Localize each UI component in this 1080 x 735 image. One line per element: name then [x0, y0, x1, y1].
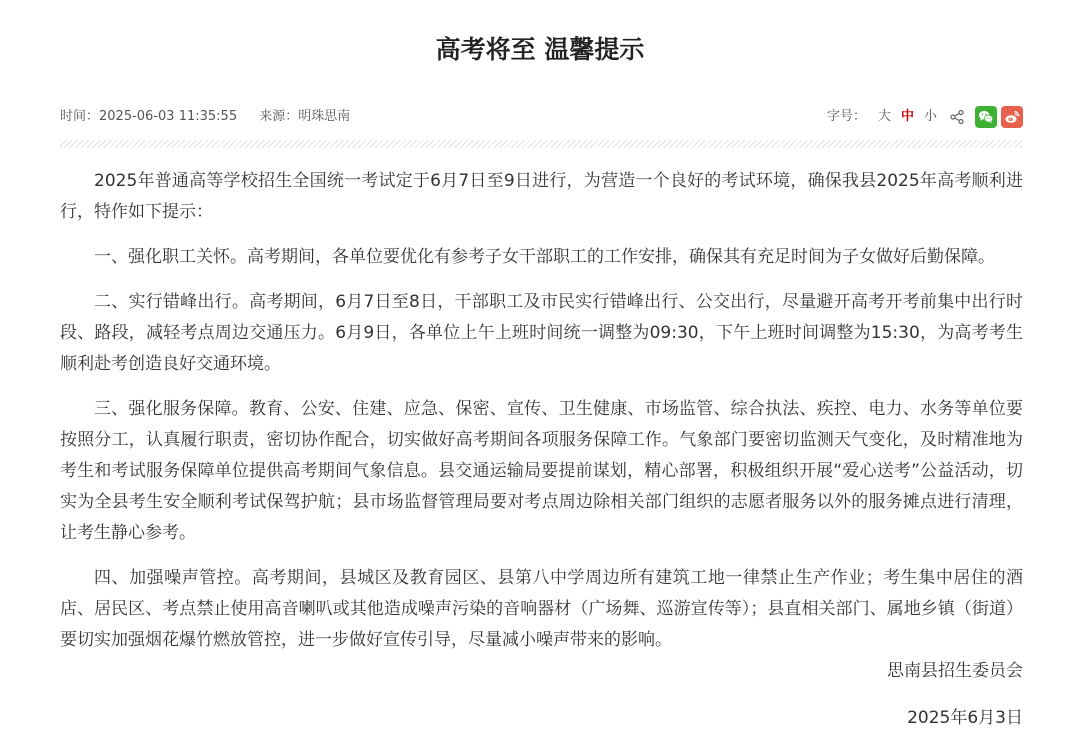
paragraph-intro: 2025年普通高等学校招生全国统一考试定于6月7日至9日进行，为营造一个良好的考试环境，确保我县2025年高考顺利进行，特作如下提示： — [60, 171, 1023, 222]
paragraph-service-support: 三、强化服务保障。教育、公安、住建、应急、保密、宣传、卫生健康、市场监管、综合执法、疾控、电力、水务等单位要按照分工，认真履行职责，密切协作配合，切实做好高考期间各项服务保障工作。气象部门要密切监测天气变化，及时精准地为考生和考试服务保障单位提供高考期间气象信息。县交通运输局要提前谋划，精心部署，积极组织开展“爱心送考”公益活动，切实为全县考生安全顺利考试保驾护航；县市场监督管理局要对考点周边除相关部门组织的志愿者服务以外的服务摊点进行清理，让考生静心参考。 — [60, 399, 1023, 543]
font-size-small-option[interactable]: 小 — [923, 109, 937, 124]
font-size-label: 字号： — [826, 109, 866, 124]
article-title: 高考将至 温馨提示 — [435, 35, 645, 64]
weibo-share-button[interactable] — [1001, 106, 1023, 128]
time-label: 时间： — [60, 109, 100, 124]
wechat-icon — [978, 109, 994, 125]
article-tools — [827, 104, 1023, 130]
wechat-share-button[interactable] — [975, 106, 997, 128]
paragraph-employee-care: 一、强化职工关怀。高考期间，各单位要优化有参考子女干部职工的工作安排，确保其有充足时间为子女做好后勤保障。 — [94, 247, 995, 267]
source-name: 明珠思南 — [298, 109, 351, 124]
source-label: 来源： — [259, 109, 299, 124]
font-size-large-option[interactable]: 大 — [877, 109, 891, 124]
meta-divider — [60, 140, 1023, 148]
publish-time: 2025-06-03 11:35:55 — [99, 109, 238, 124]
weibo-icon — [1004, 109, 1020, 125]
paragraph-staggered-travel: 二、实行错峰出行。高考期间，6月7日至8日，干部职工及市民实行错峰出行、公交出行，尽量避开高考开考前集中出行时段、路段，减轻考点周边交通压力。6月9日，各单位上午上班时间统一调整为09:30，下午上班时间调整为15:30，为高考考生顺利赴考创造良好交通环境。 — [60, 292, 1023, 374]
source-info — [259, 104, 350, 130]
article-meta-bar — [60, 104, 1023, 130]
share-icon[interactable] — [949, 109, 965, 125]
publish-info — [60, 104, 350, 130]
paragraph-noise-control: 四、加强噪声管控。高考期间，县城区及教育园区、县第八中学周边所有建筑工地一律禁止生产作业；考生集中居住的酒店、居民区、考点禁止使用高音喇叭或其他造成噪声污染的音响器材（广场舞、巡游宣传等）；县直相关部门、属地乡镇（街道）要切实加强烟花爆竹燃放管控，进一步做好宣传引导，尽量减小噪声带来的影响。 — [60, 568, 1023, 650]
issuer-signature: 思南县招生委员会 — [887, 661, 1023, 681]
font-size-medium-option[interactable]: 中 — [900, 109, 914, 124]
article-body — [60, 166, 1023, 670]
issue-date: 2025年6月3日 — [907, 708, 1023, 728]
